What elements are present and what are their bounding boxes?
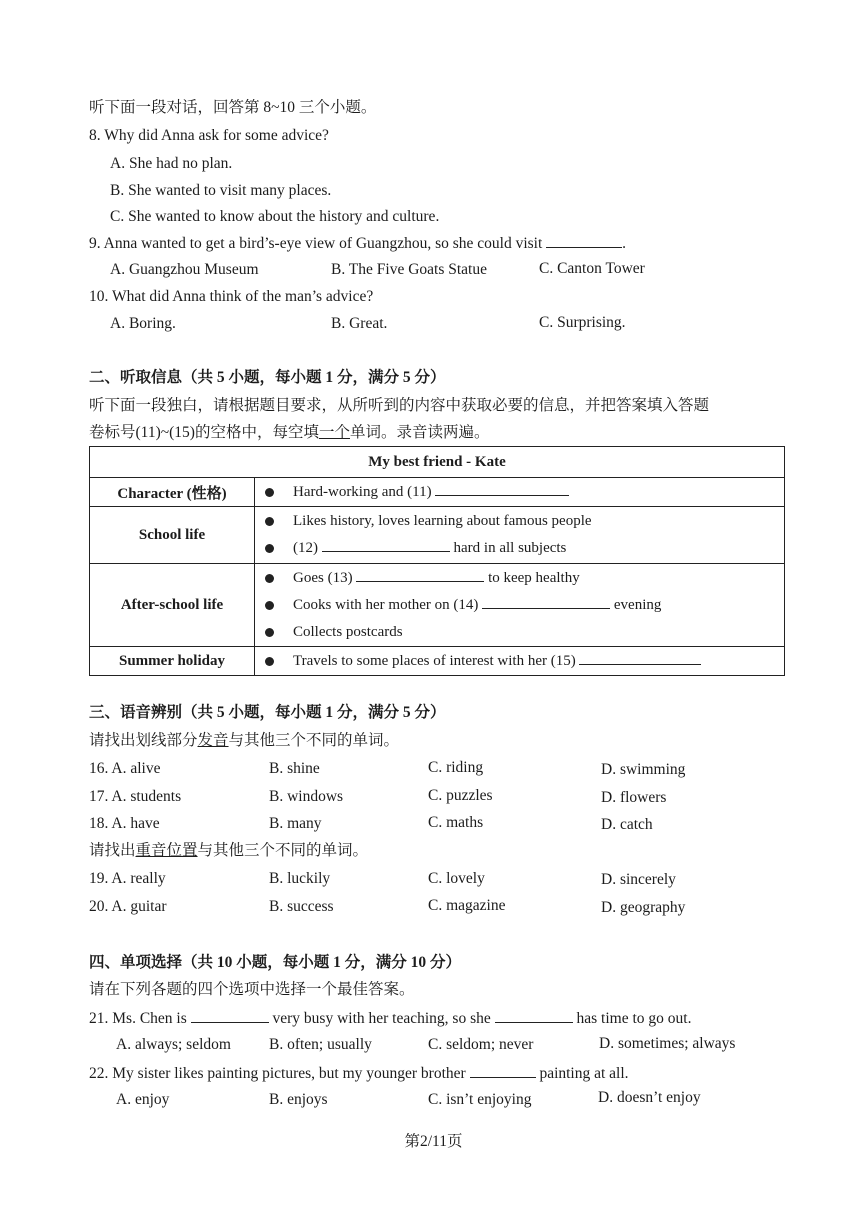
question-21-option-c: C. seldom; never xyxy=(428,1036,534,1053)
bullet-icon xyxy=(265,544,274,553)
row-content-summer-holiday xyxy=(255,647,785,676)
bullet-icon xyxy=(265,574,274,583)
question-20-option-c: C. magazine xyxy=(428,897,506,914)
answer-blank[interactable] xyxy=(495,1008,573,1023)
underlined-emphasis: 发音 xyxy=(197,732,229,749)
question-8-stem: 8. Why did Anna ask for some advice? xyxy=(89,127,329,144)
row-content-after-school xyxy=(255,564,785,647)
answer-blank[interactable] xyxy=(470,1063,536,1078)
bullet-icon xyxy=(265,657,274,666)
question-22-option-a: A. enjoy xyxy=(116,1091,170,1108)
question-19-option-b: B. luckily xyxy=(269,870,331,887)
question-9-stem xyxy=(89,233,626,254)
question-16-option-d: D. swimming xyxy=(601,761,686,778)
question-18-option-a: 18. A. have xyxy=(89,815,160,832)
question-17-option-d: D. flowers xyxy=(601,789,667,806)
bullet-item xyxy=(255,565,784,592)
section-3-instruction-a xyxy=(89,731,399,751)
question-text: very busy with her teaching, so she xyxy=(272,1010,491,1027)
section-4-heading: 四、单项选择（共 10 小题，每小题 1 分，满分 10 分） xyxy=(89,954,462,971)
question-22-option-c: C. isn’t enjoying xyxy=(428,1091,532,1108)
question-9-option-a: A. Guangzhou Museum xyxy=(110,261,259,278)
row-label-character: Character (性格) xyxy=(90,478,255,507)
bullet-icon xyxy=(265,628,274,637)
bullet-text: Cooks with her mother on (14) xyxy=(293,596,479,613)
question-text: painting at all. xyxy=(539,1065,629,1082)
question-text: 21. Ms. Chen is xyxy=(89,1010,187,1027)
question-8-option-c: C. She wanted to know about the history and culture. xyxy=(110,208,440,225)
bullet-text: to keep healthy xyxy=(488,569,580,586)
section-4-instruction: 请在下列各题的四个选项中选择一个最佳答案。 xyxy=(89,981,415,998)
info-table xyxy=(89,446,785,676)
row-label-summer-holiday: Summer holiday xyxy=(90,647,255,676)
answer-blank-13[interactable] xyxy=(356,567,484,582)
answer-blank[interactable] xyxy=(546,233,622,248)
bullet-icon xyxy=(265,517,274,526)
bullet-item xyxy=(255,535,784,562)
question-17-option-a: 17. A. students xyxy=(89,788,182,805)
bullet-text: (12) xyxy=(293,540,318,556)
question-10-option-b: B. Great. xyxy=(331,315,388,332)
table-title: My best friend - Kate xyxy=(90,447,785,478)
question-19-option-d: D. sincerely xyxy=(601,871,676,888)
question-17-option-c: C. puzzles xyxy=(428,787,493,804)
question-16-option-b: B. shine xyxy=(269,760,320,777)
question-16-option-a: 16. A. alive xyxy=(89,760,161,777)
page-number: 第2/11页 xyxy=(404,1133,463,1150)
question-21-stem xyxy=(89,1008,691,1029)
bullet-text: Goes (13) xyxy=(293,569,353,586)
instruction-text: 与其他三个不同的单词。 xyxy=(228,732,400,749)
section-2-instruction-1: 听下面一段独白，请根据题目要求，从所听到的内容中获取必要的信息，并把答案填入答题 xyxy=(89,397,710,414)
bullet-icon xyxy=(265,601,274,610)
bullet-icon xyxy=(265,488,274,497)
underlined-emphasis: 一个 xyxy=(318,424,350,441)
question-17-option-b: B. windows xyxy=(269,788,344,805)
section-2-heading: 二、听取信息（共 5 小题，每小题 1 分，满分 5 分） xyxy=(89,369,446,386)
question-20-option-b: B. success xyxy=(269,898,334,915)
question-21-option-a: A. always; seldom xyxy=(116,1036,231,1053)
question-10-stem: 10. What did Anna think of the man’s advice? xyxy=(89,288,374,305)
question-9-option-b: B. The Five Goats Statue xyxy=(331,261,487,278)
answer-blank-11[interactable] xyxy=(435,481,569,496)
bullet-item xyxy=(255,592,784,619)
question-10-option-a: A. Boring. xyxy=(110,315,176,332)
bullet-text: Likes history, loves learning about famous people xyxy=(293,513,592,529)
question-9-option-c: C. Canton Tower xyxy=(539,260,645,277)
bullet-item xyxy=(255,508,784,535)
bullet-text: Hard-working and (11) xyxy=(293,483,432,500)
question-22-option-b: B. enjoys xyxy=(269,1091,328,1108)
answer-blank-14[interactable] xyxy=(482,594,610,609)
question-9-period: . xyxy=(622,235,627,252)
question-19-option-a: 19. A. really xyxy=(89,870,166,887)
question-21-option-b: B. often; usually xyxy=(269,1036,372,1053)
instruction-text: 请找出划线部分 xyxy=(89,732,198,749)
question-18-option-c: C. maths xyxy=(428,814,484,831)
listening-instruction: 听下面一段对话，回答第 8~10 三个小题。 xyxy=(89,99,377,116)
bullet-item xyxy=(255,479,784,506)
row-content-character xyxy=(255,478,785,507)
question-18-option-d: D. catch xyxy=(601,816,653,833)
bullet-text: hard in all subjects xyxy=(453,540,567,556)
question-10-option-c: C. Surprising. xyxy=(539,314,626,331)
question-21-option-d: D. sometimes; always xyxy=(599,1035,736,1052)
question-19-option-c: C. lovely xyxy=(428,870,485,887)
question-20-option-d: D. geography xyxy=(601,899,686,916)
bullet-text: evening xyxy=(613,596,662,613)
section-3-instruction-b xyxy=(89,841,368,861)
instruction-text: 单词。录音读两遍。 xyxy=(349,424,490,441)
bullet-item xyxy=(255,619,784,646)
question-9-text: 9. Anna wanted to get a bird’s-eye view of Guangzhou, so she could visit xyxy=(89,235,543,252)
answer-blank[interactable] xyxy=(191,1008,269,1023)
question-22-option-d: D. doesn’t enjoy xyxy=(598,1089,701,1106)
question-22-stem xyxy=(89,1063,629,1084)
question-8-option-a: A. She had no plan. xyxy=(110,155,233,172)
row-label-school-life: School life xyxy=(90,507,255,564)
question-8-option-b: B. She wanted to visit many places. xyxy=(110,182,332,199)
underlined-emphasis: 重音位置 xyxy=(135,842,198,859)
bullet-text: Travels to some places of interest with her (15) xyxy=(293,652,576,669)
row-label-after-school: After-school life xyxy=(90,564,255,647)
question-18-option-b: B. many xyxy=(269,815,322,832)
question-text: has time to go out. xyxy=(576,1010,692,1027)
answer-blank-12[interactable] xyxy=(322,537,450,552)
question-20-option-a: 20. A. guitar xyxy=(89,898,167,915)
row-content-school-life xyxy=(255,507,785,564)
bullet-item xyxy=(255,648,784,675)
instruction-text: 请找出 xyxy=(89,842,136,859)
instruction-text: 与其他三个不同的单词。 xyxy=(197,842,369,859)
question-text: 22. My sister likes painting pictures, but my younger brother xyxy=(89,1065,466,1082)
instruction-text: 卷标号(11)~(15)的空格中，每空填 xyxy=(89,424,319,441)
answer-blank-15[interactable] xyxy=(579,650,701,665)
section-2-instruction-2 xyxy=(89,423,490,443)
section-3-heading: 三、语音辨别（共 5 小题，每小题 1 分，满分 5 分） xyxy=(89,704,446,721)
bullet-text: Collects postcards xyxy=(293,623,403,640)
question-16-option-c: C. riding xyxy=(428,759,484,776)
